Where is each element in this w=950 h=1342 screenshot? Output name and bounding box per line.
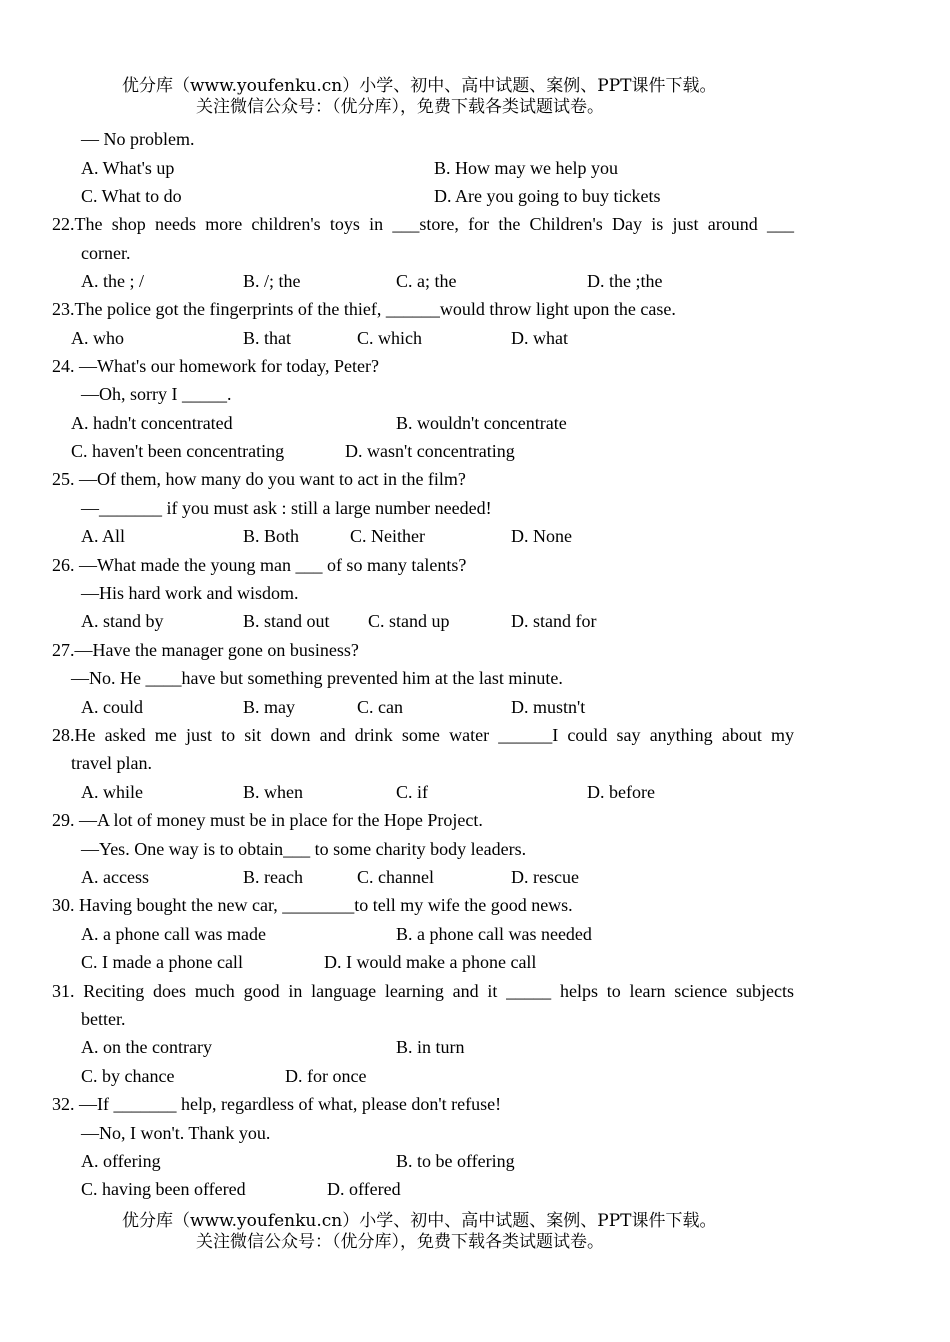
- q27-option-a: A. could: [81, 697, 143, 717]
- header-line-1: 优分库（www.youfenku.cn）小学、初中、高中试题、案例、PPT课件下载。: [122, 76, 717, 96]
- q28-option-a: A. while: [81, 782, 143, 802]
- q21-option-a: A. What's up: [81, 158, 175, 178]
- q29-option-d: D. rescue: [511, 867, 579, 887]
- q28-option-c: C. if: [396, 782, 429, 802]
- q27-option-c: C. can: [357, 697, 403, 717]
- q25-option-b: B. Both: [243, 526, 300, 546]
- q24-option-b: B. wouldn't concentrate: [396, 413, 567, 433]
- q24-option-d: D. wasn't concentrating: [345, 441, 515, 461]
- q27-reply: —No. He ____have but something prevented him at the last minute.: [71, 668, 563, 688]
- q26-stem: 26. —What made the young man ___ of so many talents?: [52, 555, 467, 575]
- q32-stem: 32. —If _______ help, regardless of what, please don't refuse!: [52, 1094, 502, 1114]
- q29-stem: 29. —A lot of money must be in place for the Hope Project.: [52, 810, 483, 830]
- q32-option-d: D. offered: [327, 1179, 401, 1199]
- q32-option-b: B. to be offering: [396, 1151, 515, 1171]
- header-line-2: 关注微信公众号：（优分库），免费下载各类试题试卷。: [196, 97, 604, 117]
- q31-stem-line-1: 31. Reciting does much good in language learning and it _____ helps to learn science subjects: [52, 981, 794, 1001]
- q27-option-b: B. may: [243, 697, 295, 717]
- q21-option-b: B. How may we help you: [434, 158, 618, 178]
- q23-option-a: A. who: [71, 328, 124, 348]
- q22-option-d: D. the ;the: [587, 271, 663, 291]
- footer-line-2: 关注微信公众号：（优分库），免费下载各类试题试卷。: [196, 1232, 604, 1252]
- q30-option-c: C. I made a phone call: [81, 952, 243, 972]
- q32-option-a: A. offering: [81, 1151, 161, 1171]
- q25-option-c: C. Neither: [350, 526, 425, 546]
- q24-reply: —Oh, sorry I _____.: [81, 384, 232, 404]
- q28-stem-line-1: 28.He asked me just to sit down and drink some water ______I could say anything about my: [52, 725, 794, 745]
- q25-option-a: A. All: [81, 526, 126, 546]
- q27-option-d: D. mustn't: [511, 697, 586, 717]
- q23-option-c: C. which: [357, 328, 422, 348]
- q25-stem: 25. —Of them, how many do you want to act in the film?: [52, 469, 466, 489]
- q22-option-c: C. a; the: [396, 271, 457, 291]
- q29-option-c: C. channel: [357, 867, 434, 887]
- q28-option-d: D. before: [587, 782, 655, 802]
- q22-stem-line-2: corner.: [81, 243, 131, 263]
- q23-option-d: D. what: [511, 328, 568, 348]
- q29-option-a: A. access: [81, 867, 149, 887]
- q28-stem-line-2: travel plan.: [71, 753, 152, 773]
- q30-option-d: D. I would make a phone call: [324, 952, 537, 972]
- q29-reply: —Yes. One way is to obtain___ to some charity body leaders.: [81, 839, 527, 859]
- q31-option-d: D. for once: [285, 1066, 367, 1086]
- q22-option-a: A. the ; /: [81, 271, 144, 291]
- q30-stem: 30. Having bought the new car, ________to tell my wife the good news.: [52, 895, 573, 915]
- q23-stem: 23.The police got the fingerprints of the thief, ______would throw light upon the case.: [52, 299, 676, 319]
- q25-option-d: D. None: [511, 526, 572, 546]
- q30-option-a: A. a phone call was made: [81, 924, 266, 944]
- q27-stem: 27.—Have the manager gone on business?: [52, 640, 359, 660]
- footer-line-1: 优分库（www.youfenku.cn）小学、初中、高中试题、案例、PPT课件下载。: [122, 1211, 717, 1231]
- q28-option-b: B. when: [243, 782, 303, 802]
- q24-stem: 24. —What's our homework for today, Peter?: [52, 356, 379, 376]
- q26-option-a: A. stand by: [81, 611, 164, 631]
- q30-option-b: B. a phone call was needed: [396, 924, 592, 944]
- q21-option-c: C. What to do: [81, 186, 182, 206]
- q31-stem-line-2: better.: [81, 1009, 126, 1029]
- q29-option-b: B. reach: [243, 867, 303, 887]
- q26-option-d: D. stand for: [511, 611, 597, 631]
- q26-reply: —His hard work and wisdom.: [81, 583, 299, 603]
- q24-option-a: A. hadn't concentrated: [71, 413, 233, 433]
- q21-reply: — No problem.: [81, 129, 195, 149]
- q26-option-b: B. stand out: [243, 611, 330, 631]
- q23-option-b: B. that: [243, 328, 291, 348]
- q32-option-c: C. having been offered: [81, 1179, 246, 1199]
- q21-option-d: D. Are you going to buy tickets: [434, 186, 661, 206]
- q26-option-c: C. stand up: [368, 611, 450, 631]
- q25-reply: —_______ if you must ask : still a large number needed!: [81, 498, 492, 518]
- q32-reply: —No, I won't. Thank you.: [81, 1123, 271, 1143]
- q31-option-a: A. on the contrary: [81, 1037, 212, 1057]
- q24-option-c: C. haven't been concentrating: [71, 441, 285, 461]
- q31-option-c: C. by chance: [81, 1066, 175, 1086]
- q22-stem-line-1: 22.The shop needs more children's toys in ___store, for the Children's Day is just around ___: [52, 214, 794, 234]
- q31-option-b: B. in turn: [396, 1037, 465, 1057]
- q22-option-b: B. /; the: [243, 271, 301, 291]
